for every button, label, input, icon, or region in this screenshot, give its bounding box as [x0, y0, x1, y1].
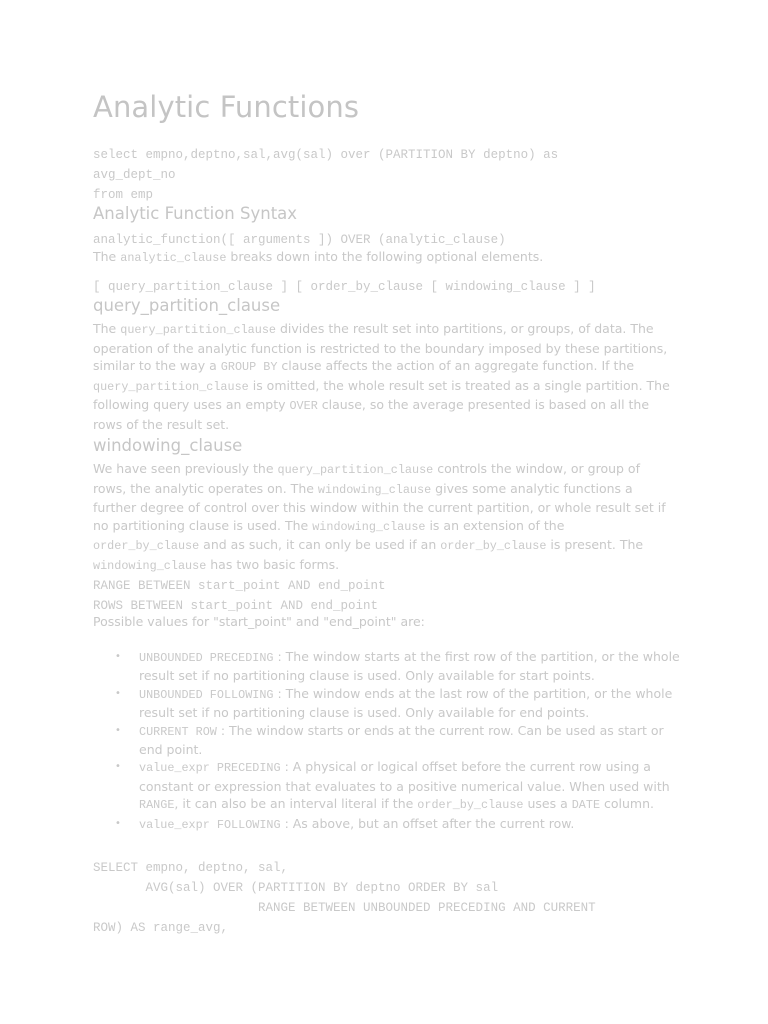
bullet: •	[115, 817, 121, 829]
syntax-heading: Analytic Function Syntax	[93, 204, 298, 223]
syntax-description	[93, 248, 673, 268]
list-item	[93, 648, 683, 685]
text-run: , it can also be an interval literal if the	[174, 796, 418, 812]
text-run: controls the window, or group of rows, the analytic operates on. The	[93, 461, 640, 496]
forms-code-block	[93, 576, 386, 616]
inline-code: UNBOUNDED FOLLOWING	[139, 687, 274, 702]
text-run: : A physical or logical offset before the current row using a constant or expression that evaluates to a positive numerical value. When used with	[139, 759, 670, 794]
elements-code: [ query_partition_clause ] [ order_by_clause [ windowing_clause ] ]	[93, 280, 596, 294]
text-run: clause, so the average presented is based on all the rows of the result set.	[93, 397, 650, 432]
bullet: •	[115, 687, 121, 699]
code-line: select empno,deptno,sal,avg(sal) over (PARTITION BY deptno) as	[93, 148, 559, 162]
text-run: and as such, it can only be used if an	[199, 537, 441, 553]
text-run: breaks down into the following optional elements.	[226, 249, 544, 264]
bullet: •	[115, 651, 121, 662]
text-run: divides the result set into partitions, or groups, of data. The operation of the analytic function is restricted to the boundary imposed by these partitions, similar to the way a	[93, 321, 668, 374]
text-run: The	[93, 321, 121, 336]
code-line: RANGE BETWEEN start_point AND end_point	[93, 579, 386, 593]
inline-code: value_expr PRECEDING	[139, 761, 281, 776]
inline-code: GROUP BY	[220, 360, 278, 375]
wc-heading: windowing_clause	[93, 436, 243, 455]
text-run: The	[93, 249, 121, 264]
code-line: ROW) AS range_avg,	[93, 921, 229, 935]
syntax-code: analytic_function([ arguments ]) OVER (analytic_clause)	[93, 233, 506, 247]
inline-code: query_partition_clause	[93, 379, 249, 394]
code-line: avg_dept_no	[93, 168, 176, 182]
code-line: ROWS BETWEEN start_point AND end_point	[93, 599, 379, 613]
bullet: •	[115, 761, 121, 773]
final-code-block	[93, 858, 596, 938]
text-run: : The window starts at the first row of the partition, or the whole result set if no partitioning clause is used. Only available for start points.	[139, 649, 680, 684]
inline-code: analytic_clause	[120, 251, 227, 265]
values-list	[93, 648, 683, 834]
inline-code: OVER	[289, 399, 318, 414]
qpc-paragraph	[93, 320, 673, 434]
qpc-heading: query_partition_clause	[93, 296, 281, 315]
wc-paragraph	[93, 460, 673, 576]
page-title: Analytic Functions	[93, 90, 360, 124]
inline-code: order_by_clause	[93, 539, 200, 554]
text-run: column.	[600, 796, 655, 812]
inline-code: UNBOUNDED PRECEDING	[139, 651, 274, 665]
code-line: AVG(sal) OVER (PARTITION BY deptno ORDER BY sal	[93, 881, 499, 895]
inline-code: windowing_clause	[317, 482, 432, 497]
text-run: is an extension of the	[425, 517, 565, 533]
code-line: SELECT empno, deptno, sal,	[93, 861, 289, 875]
possible-values-text: Possible values for "start_point" and "end_point" are:	[93, 614, 425, 629]
inline-code: windowing_clause	[312, 519, 426, 534]
code-line: from emp	[93, 188, 154, 202]
intro-code-block	[93, 145, 558, 205]
inline-code: DATE	[571, 798, 601, 813]
text-run: clause affects the action of an aggregate function. If the	[277, 358, 635, 374]
text-run: We have seen previously the	[93, 461, 278, 476]
list-item	[93, 685, 683, 722]
inline-code: value_expr FOLLOWING	[139, 817, 281, 832]
text-run: has two basic forms.	[206, 556, 340, 572]
text-run: : The window starts or ends at the current row. Can be used as start or end point.	[139, 722, 664, 758]
inline-code: order_by_clause	[417, 798, 524, 813]
list-item	[93, 722, 683, 759]
list-item	[93, 758, 683, 814]
inline-code: query_partition_clause	[120, 323, 276, 337]
bullet: •	[115, 724, 121, 736]
inline-code: CURRENT ROW	[139, 724, 217, 739]
inline-code: order_by_clause	[440, 539, 547, 554]
text-run: gives some analytic functions a further degree of control over this window within the current partition, or whole result set if no partitioning clause is used. The	[93, 480, 666, 533]
text-run: : The window ends at the last row of the partition, or the whole result set if no partitioning clause is used. Only available for end points.	[139, 685, 673, 721]
code-line: RANGE BETWEEN UNBOUNDED PRECEDING AND CURRENT	[93, 901, 596, 915]
inline-code: windowing_clause	[93, 558, 207, 573]
text-run: : As above, but an offset after the current row.	[280, 815, 575, 831]
inline-code: RANGE	[139, 798, 175, 813]
inline-code: query_partition_clause	[277, 463, 434, 477]
list-item	[93, 815, 683, 834]
text-run: uses a	[523, 796, 572, 812]
text-run: is omitted, the whole result set is treated as a single partition. The following query uses an empty	[93, 377, 670, 413]
text-run: is present. The	[546, 537, 644, 553]
